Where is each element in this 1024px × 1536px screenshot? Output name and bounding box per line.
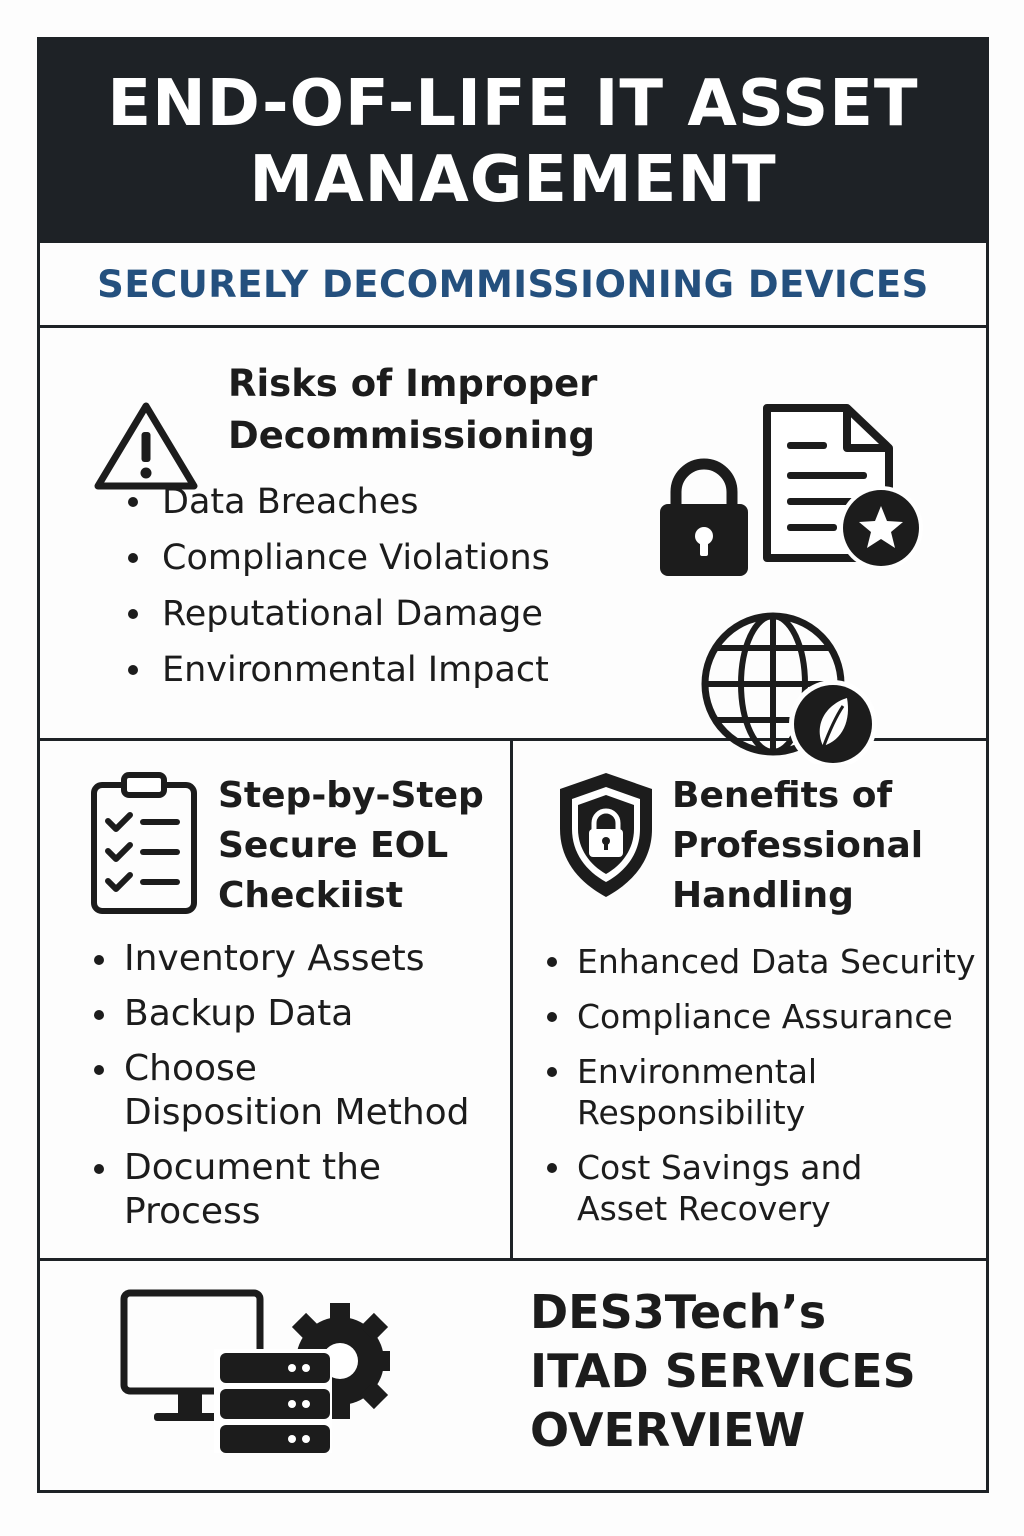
list-item: Choose Disposition Method <box>92 1047 470 1135</box>
list-item: Environmental Responsibility <box>545 1051 976 1133</box>
column-divider <box>510 741 513 1258</box>
risks-section <box>40 328 986 741</box>
list-item: Cost Savings and Asset Recovery <box>545 1147 976 1229</box>
list-item: Compliance Assurance <box>545 996 976 1037</box>
infographic-frame <box>37 37 989 1493</box>
risks-list <box>126 474 550 698</box>
risks-title <box>228 358 597 462</box>
list-item: Reputational Damage <box>126 586 550 642</box>
benefits-title-line3: Handling <box>672 875 854 916</box>
checklist-title-line3: Checkiist <box>218 875 404 916</box>
risks-title-line1: Risks of Improper <box>228 362 598 405</box>
list-item: Environmental Impact <box>126 642 550 698</box>
checklist-title-line1: Step-by-Step <box>218 775 484 816</box>
list-item: Document the Process <box>92 1146 470 1234</box>
subtitle: SECURELY DECOMMISSIONING DEVICES <box>40 243 986 328</box>
header-title-line2: MANAGEMENT <box>249 142 777 217</box>
checklist-title-line2: Secure EOL <box>218 825 449 866</box>
shield-lock-icon <box>554 769 658 901</box>
list-item: Data Breaches <box>126 474 550 530</box>
benefits-title <box>672 771 923 921</box>
checklist-list <box>92 937 470 1245</box>
checklist-title <box>218 771 484 921</box>
risks-title-line2: Decommissioning <box>228 414 595 457</box>
benefits-title-line1: Benefits of <box>672 775 893 816</box>
benefits-title-line2: Professional <box>672 825 924 866</box>
overview-title-line1: DES3Tech’s <box>530 1285 827 1339</box>
list-item: Backup Data <box>92 992 470 1036</box>
padlock-icon <box>656 456 752 580</box>
monitor-server-gear-icon <box>120 1289 390 1455</box>
list-item: Inventory Assets <box>92 937 470 981</box>
clipboard-checklist-icon <box>90 771 198 915</box>
overview-section <box>40 1261 986 1490</box>
overview-title <box>530 1283 916 1460</box>
list-item: Compliance Violations <box>126 530 550 586</box>
header-title-line1: END-OF-LIFE IT ASSET <box>107 66 919 141</box>
middle-section <box>40 741 986 1261</box>
overview-title-line2: ITAD SERVICES <box>530 1344 916 1398</box>
list-item: Enhanced Data Security <box>545 941 976 982</box>
overview-title-line3: OVERVIEW <box>530 1403 806 1457</box>
benefits-list <box>545 941 976 1243</box>
header-banner <box>40 40 986 243</box>
document-star-icon <box>757 398 929 578</box>
